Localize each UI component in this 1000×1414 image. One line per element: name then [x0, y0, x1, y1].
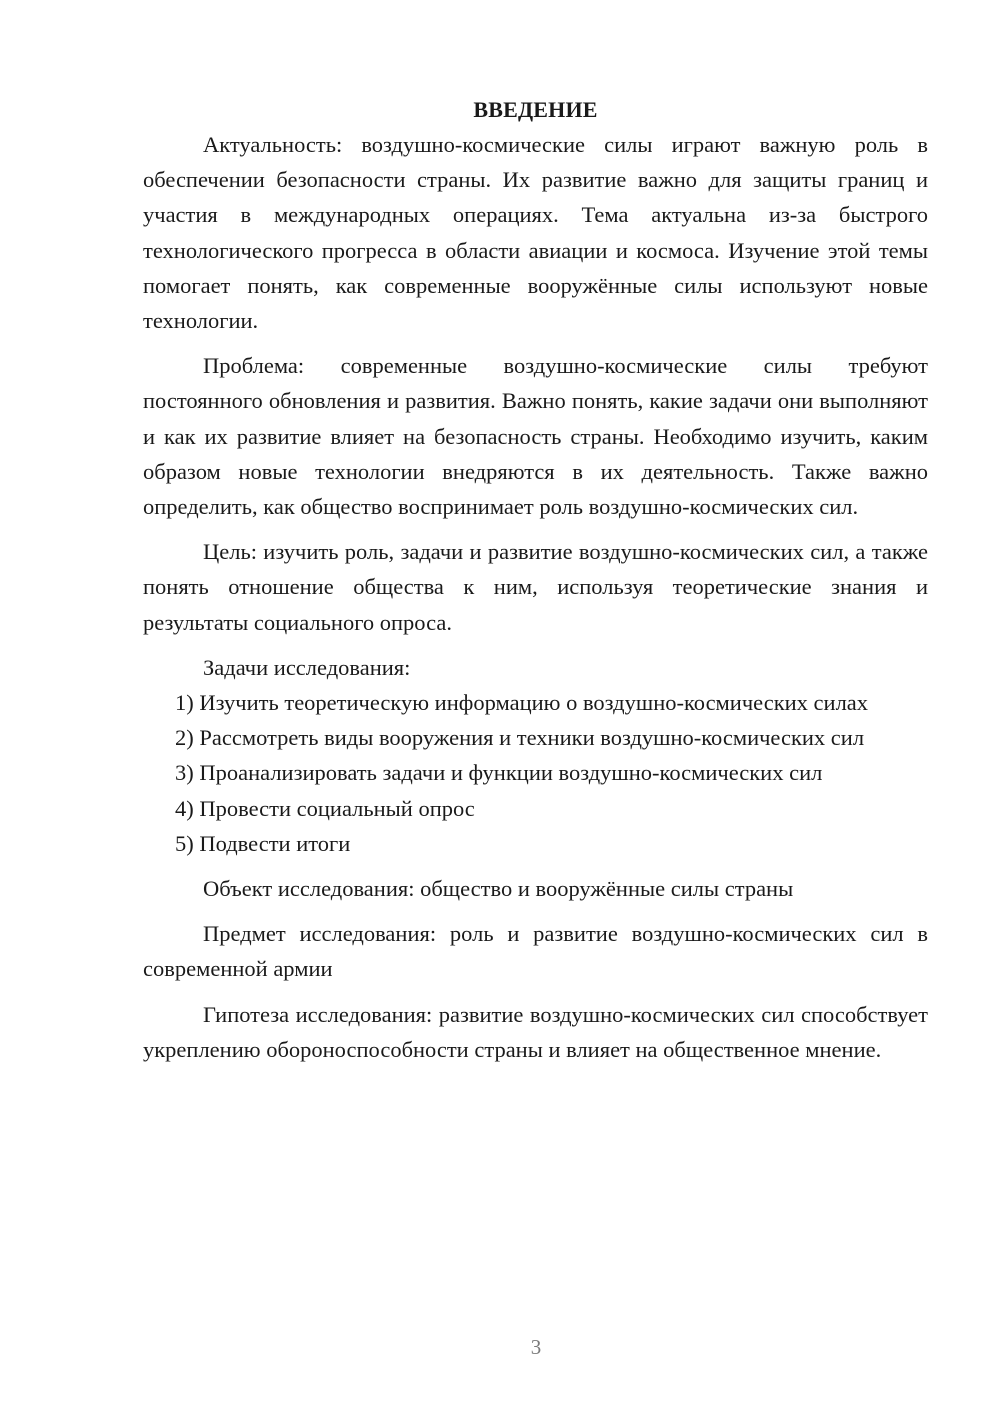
page-number: 3 — [530, 1335, 542, 1359]
task-item-4: 4) Провести социальный опрос — [175, 795, 475, 821]
goal-paragraph: Цель: изучить роль, задачи и развитие воздушно-космических сил, а также понять отношение общества к ним, используя теоретические знания и результаты социального опроса. — [143, 539, 928, 635]
task-item-5: 5) Подвести итоги — [175, 830, 351, 856]
task-item-3: 3) Проанализировать задачи и функции воздушно-космических сил — [175, 760, 823, 786]
task-item-2: 2) Рассмотреть виды вооружения и техники воздушно-космических сил — [175, 725, 865, 751]
object-paragraph: Объект исследования: общество и вооружённые силы страны — [203, 876, 794, 902]
problem-paragraph: Проблема: современные воздушно-космические силы требуют постоянного обновления и развития. Важно понять, какие задачи они выполняют и как их развитие влияет на безопасность страны. Необходимо изучить, каким образом новые технологии внедряются в их деятельность. Также важно определить, как общество воспринимает роль воздушно-космических сил. — [143, 353, 928, 520]
page-title: ВВЕДЕНИЕ — [473, 97, 598, 122]
subject-paragraph: Предмет исследования: роль и развитие воздушно-космических сил в современной армии — [143, 921, 928, 982]
relevance-paragraph: Актуальность: воздушно-космические силы играют важную роль в обеспечении безопасности страны. Их развитие важно для защиты границ и участия в международных операциях. Тема актуальна из-за быстрого технологического прогресса в области авиации и космоса. Изучение этой темы помогает понять, как современные вооружённые силы используют новые технологии. — [143, 132, 928, 334]
hypothesis-paragraph: Гипотеза исследования: развитие воздушно-космических сил способствует укреплению обороноспособности страны и влияет на общественное мнение. — [143, 1001, 928, 1062]
task-item-1: 1) Изучить теоретическую информацию о воздушно-космических силах — [175, 690, 869, 716]
tasks-heading: Задачи исследования: — [203, 654, 411, 680]
page-content — [143, 92, 928, 1067]
